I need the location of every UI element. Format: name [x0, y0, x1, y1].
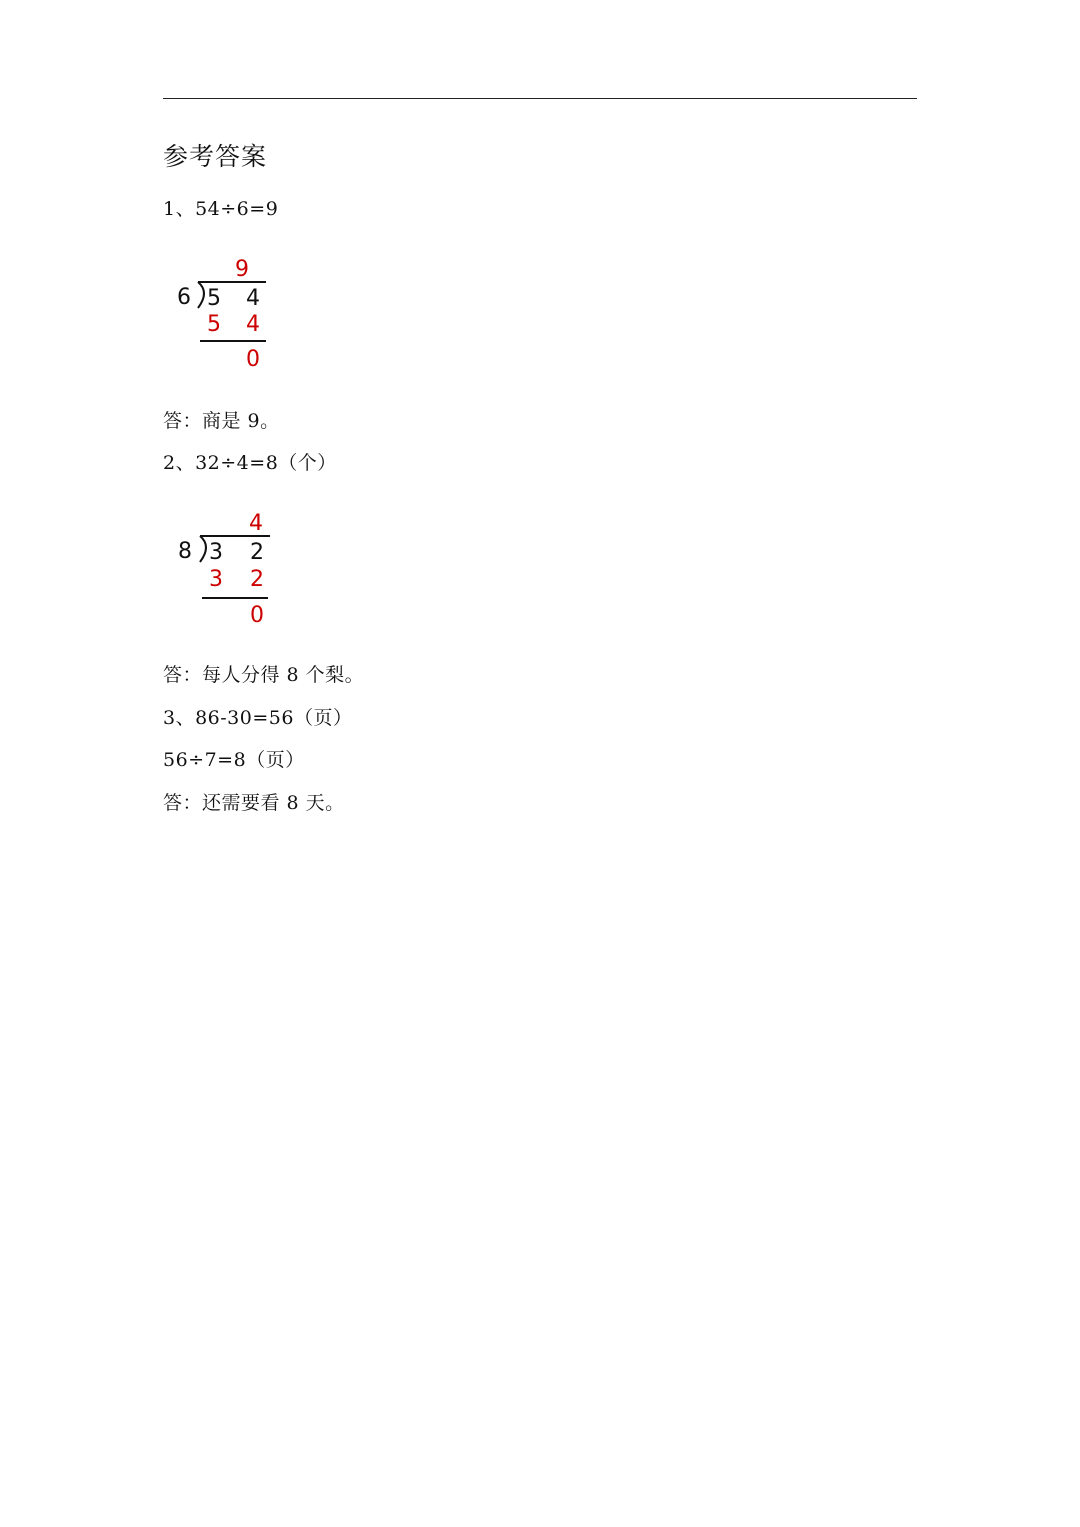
quotient-digit: 9 [235, 257, 249, 282]
product-digit: 2 [250, 567, 264, 592]
division-bracket [198, 282, 204, 308]
product-digit: 4 [246, 312, 260, 337]
long-division-1-figure [170, 250, 280, 370]
dividend-digit: 5 [207, 286, 221, 311]
long-division-1 [170, 250, 280, 370]
product-digit: 3 [209, 567, 223, 592]
header-rule [163, 98, 917, 99]
division-bracket [200, 536, 206, 562]
problem-3-step-1: 3、86-30=56（页） [163, 707, 353, 729]
problem-2-answer: 答：每人分得 8 个梨。 [163, 664, 365, 686]
problem-1-equation: 1、54÷6=9 [163, 198, 279, 220]
product-digit: 5 [207, 312, 221, 337]
problem-3-step-2: 56÷7=8（页） [163, 749, 305, 771]
dividend-digit: 4 [246, 286, 260, 311]
long-division-2 [170, 504, 280, 624]
dividend-digit: 2 [250, 540, 264, 565]
dividend-digit: 3 [209, 540, 223, 565]
problem-2-equation: 2、32÷4=8（个） [163, 452, 337, 474]
divisor: 6 [177, 285, 191, 310]
page-title: 参考答案 [163, 142, 268, 171]
remainder: 0 [250, 603, 264, 624]
quotient-digit: 4 [249, 511, 263, 536]
problem-1-answer: 答：商是 9。 [163, 410, 280, 432]
long-division-2-figure [170, 504, 280, 624]
divisor: 8 [178, 539, 192, 564]
problem-3-answer: 答：还需要看 8 天。 [163, 792, 345, 814]
remainder: 0 [246, 347, 260, 370]
